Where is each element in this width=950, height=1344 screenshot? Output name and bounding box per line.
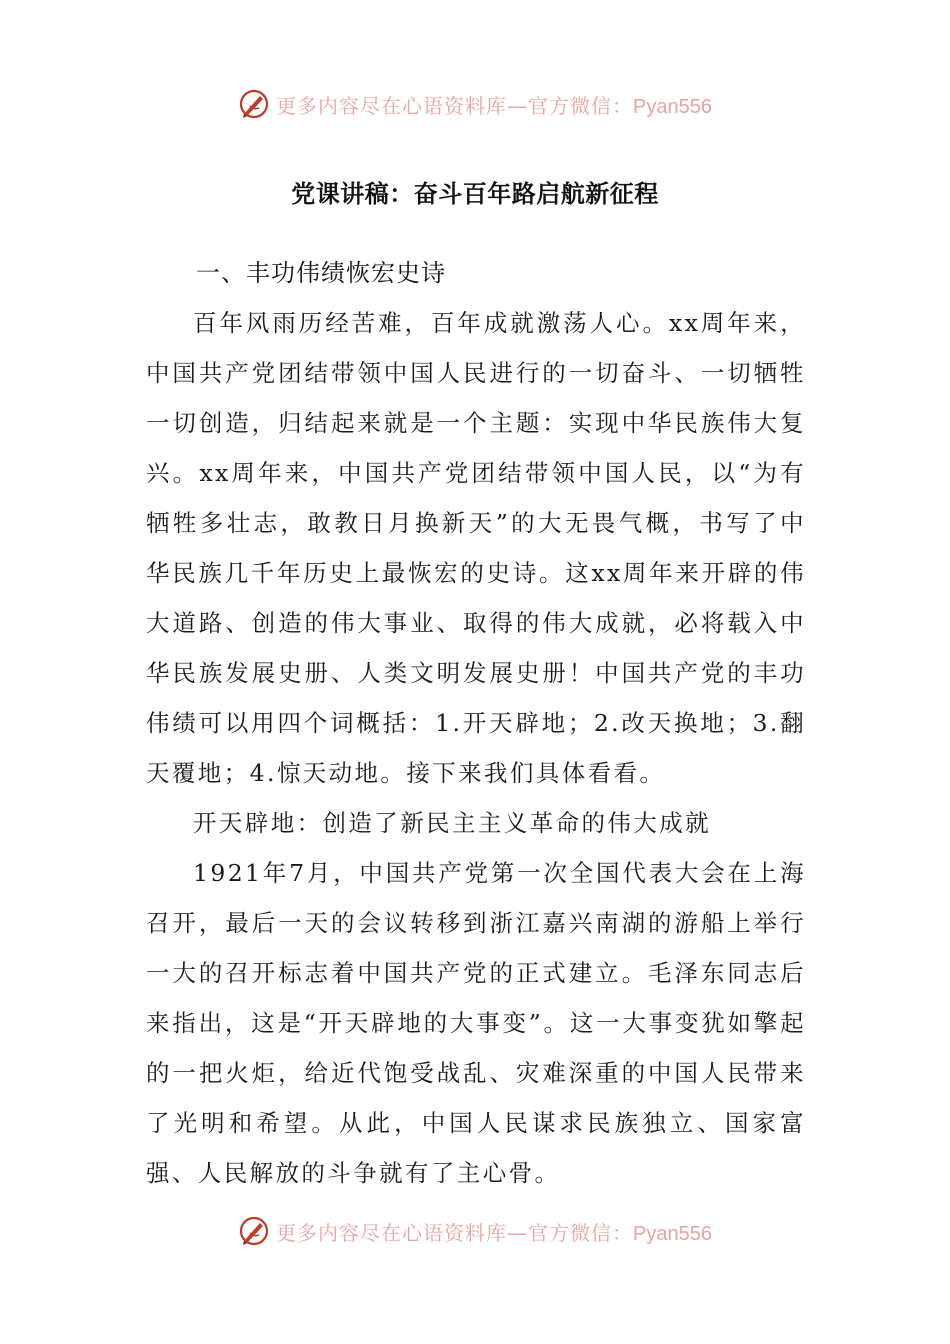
pen-logo-icon [238, 1215, 270, 1247]
body-subheading: 开天辟地：创造了新民主主义革命的伟大成就 [193, 809, 711, 837]
body-paragraph: 百年风雨历经苦难，百年成就激荡人心。xx周年来，中国共产党团结带领中国人民进行的一切奋斗、一切牺牲一切创造，归结起来就是一个主题：实现中华民族伟大复兴。xx周年来，中国共产党团结带领中国人民，以“为有牺牲多壮志，敢教日月换新天”的大无畏气概，书写了中华民族几千年历史上最恢宏的史诗。这xx周年来开辟的伟大道路、创造的伟大事业、取得的伟大成就，必将载入中华民族发展史册、人类文明发展史册！中国共产党的丰功伟绩可以用四个词概括：1.开天辟地；2.改天换地；3.翻天覆地；4.惊天动地。接下来我们具体看看。 [146, 309, 806, 787]
document-body [146, 298, 806, 1198]
watermark-text: 更多内容尽在心语资料库—官方微信：Pyan556 [276, 93, 712, 118]
header-watermark [0, 84, 950, 124]
document-title: 党课讲稿：奋斗百年路启航新征程 [291, 180, 659, 208]
section-heading: 一、丰功伟绩恢宏史诗 [196, 259, 446, 287]
watermark-wechat-id: Pyan556 [633, 95, 712, 118]
body-paragraph: 1921年7月，中国共产党第一次全国代表大会在上海召开，最后一天的会议转移到浙江嘉兴南湖的游船上举行一大的召开标志着中国共产党的正式建立。毛泽东同志后来指出，这是“开天辟地的大事变”。这一大事变犹如擎起的一把火炬，给近代饱受战乱、灾难深重的中国人民带来了光明和希望。从此，中国人民谋求民族独立、国家富强、人民解放的斗争就有了主心骨。 [146, 859, 806, 1187]
footer-watermark [0, 1211, 950, 1251]
pen-logo-icon [238, 88, 270, 120]
watermark-wechat-id: Pyan556 [633, 1222, 712, 1245]
watermark-text: 更多内容尽在心语资料库—官方微信：Pyan556 [276, 1220, 712, 1245]
